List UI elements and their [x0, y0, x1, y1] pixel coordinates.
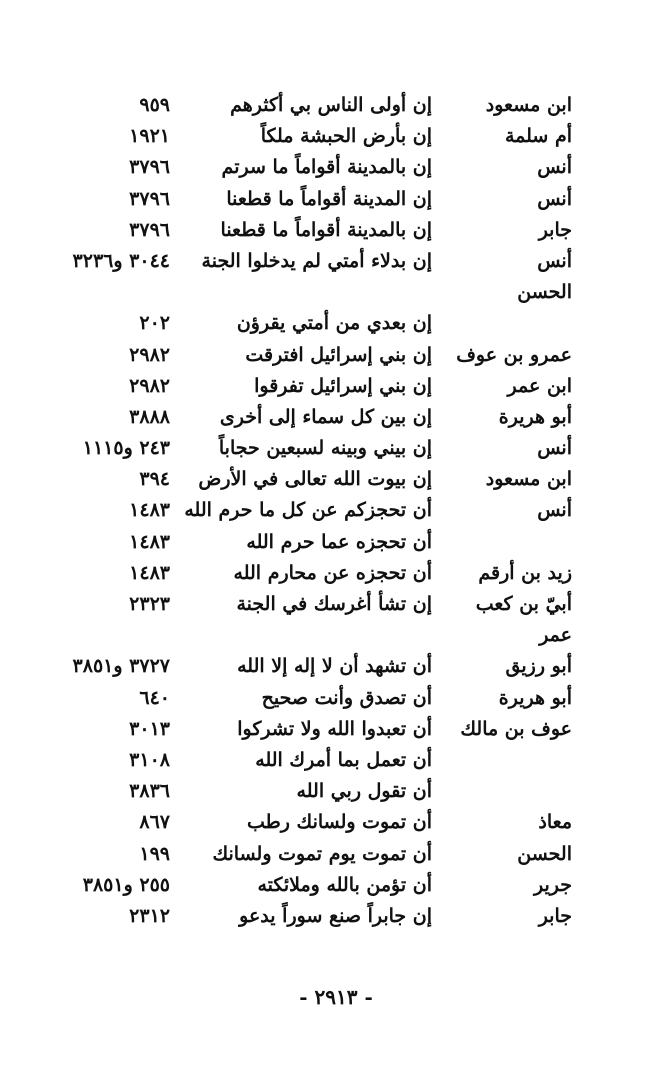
index-row	[0, 184, 672, 215]
hadith-reference-number: ٣٧٩٦	[129, 156, 170, 179]
narrator-name: أنس	[537, 187, 572, 210]
hadith-reference-number: ٣٨٣٦	[129, 780, 170, 803]
hadith-incipit: أن تعمل بما أمرك الله	[255, 748, 432, 771]
hadith-incipit: أن تموت ولسانك رطب	[246, 811, 432, 834]
hadith-incipit: إن أولى الناس بي أكثرهم	[230, 94, 432, 116]
index-row	[0, 807, 672, 838]
index-row	[0, 121, 672, 152]
index-row	[0, 620, 672, 651]
index-row	[0, 308, 672, 339]
hadith-reference-number: ٣٧٩٦	[129, 187, 170, 210]
hadith-reference-number: ١٤٨٣	[129, 530, 170, 553]
hadith-reference-number: ٢٤٣ و١١١٥	[82, 437, 170, 460]
hadith-incipit: إن بدلاء أمتي لم يدخلوا الجنة	[201, 249, 432, 272]
hadith-reference-number: ١٤٨٣	[129, 499, 170, 522]
hadith-reference-number: ٢٣١٢	[129, 904, 170, 927]
index-row	[0, 745, 672, 776]
index-row	[0, 464, 672, 495]
hadith-reference-number: ٣١٠٨	[129, 748, 170, 771]
hadith-reference-number: ١٩٩	[139, 842, 170, 865]
narrator-name: جرير	[534, 873, 572, 896]
index-row	[0, 433, 672, 464]
index-row	[0, 901, 672, 932]
hadith-reference-number: ٢٣٢٣	[129, 593, 170, 615]
hadith-incipit: إن جابراً صنع سوراً يدعو	[239, 904, 432, 927]
hadith-reference-number: ٣٩٤	[139, 468, 170, 491]
hadith-incipit: أن تشهد أن لا إله إلا الله	[237, 655, 432, 678]
index-row	[0, 714, 672, 745]
narrator-name: أبو هريرة	[498, 686, 572, 709]
hadith-incipit: إن بين كل سماء إلى أخرى	[219, 405, 432, 428]
hadith-incipit: إن بني إسرائيل افترقت	[245, 343, 432, 366]
narrator-name: أنس	[537, 437, 572, 460]
hadith-reference-number: ٩٥٩	[139, 94, 170, 116]
hadith-reference-number: ٣٨٨٨	[129, 405, 170, 428]
index-row	[0, 683, 672, 714]
hadith-incipit: أن تصدق وأنت صحيح	[261, 686, 432, 709]
hadith-reference-number: ٢٩٨٢	[129, 374, 170, 397]
hadith-reference-number: ٣٠١٣	[129, 717, 170, 740]
narrator-name: أبيّ بن كعب	[475, 593, 572, 615]
index-row	[0, 651, 672, 682]
hadith-incipit: إن بأرض الحبشة ملكاً	[260, 125, 432, 148]
hadith-incipit: إن تشأ أغرسك في الجنة	[236, 593, 432, 615]
hadith-incipit: أن تقول ربي الله	[296, 780, 432, 803]
hadith-incipit: إن بالمدينة أقواماً ما قطعنا	[220, 218, 432, 241]
hadith-reference-number: ١٩٢١	[129, 125, 170, 148]
index-row	[0, 402, 672, 433]
index-row	[0, 839, 672, 870]
hadith-reference-number: ٨٦٧	[139, 811, 170, 834]
hadith-reference-number: ٣٧٩٦	[129, 218, 170, 241]
index-row	[0, 90, 672, 121]
index-row	[0, 371, 672, 402]
narrator-name: أبو رزيق	[505, 655, 572, 678]
index-row	[0, 277, 672, 308]
narrator-name: جابر	[538, 904, 572, 927]
hadith-incipit: إن المدينة أقواماً ما قطعنا	[226, 187, 432, 210]
narrator-name: ابن مسعود	[485, 468, 572, 491]
hadith-reference-number: ٢٩٨٢	[129, 343, 170, 366]
narrator-name: الحسن	[517, 842, 572, 865]
index-row	[0, 246, 672, 277]
narrator-name: معاذ	[538, 811, 572, 834]
narrator-name: عمرو بن عوف	[456, 343, 572, 366]
index-row	[0, 527, 672, 558]
index-row	[0, 589, 672, 620]
narrator-name: ابن عمر	[507, 374, 572, 397]
hadith-reference-number: ٣٧٢٧ و٣٨٥١	[72, 655, 170, 678]
narrator-name: عوف بن مالك	[460, 717, 572, 740]
hadith-incipit: أن تحجزه عن محارم الله	[233, 561, 432, 584]
narrator-name: أم سلمة	[504, 125, 572, 148]
narrator-name: أنس	[537, 156, 572, 179]
index-row	[0, 215, 672, 246]
hadith-reference-number: ٢٥٥ و٣٨٥١	[82, 873, 170, 896]
hadith-reference-number: ٦٤٠	[139, 686, 170, 709]
index-row	[0, 340, 672, 371]
hadith-incipit: إن بيوت الله تعالى في الأرض	[198, 468, 432, 491]
index-row	[0, 558, 672, 589]
narrator-name: عمر	[539, 624, 572, 647]
hadith-incipit: أن تعبدوا الله ولا تشركوا	[237, 717, 432, 740]
index-row	[0, 495, 672, 526]
hadith-incipit: إن بني إسرائيل تفرقوا	[254, 374, 432, 397]
hadith-incipit: أن تحجزه عما حرم الله	[246, 530, 432, 553]
narrator-name: أنس	[537, 499, 572, 522]
index-row	[0, 776, 672, 807]
hadith-incipit: أن تموت يوم تموت ولسانك	[212, 842, 432, 865]
hadith-incipit: أن تحجزكم عن كل ما حرم الله	[184, 499, 432, 522]
hadith-incipit: أن تؤمن بالله وملائكته	[257, 873, 432, 896]
narrator-name: جابر	[538, 218, 572, 241]
index-row	[0, 152, 672, 183]
hadith-reference-number: ٢٠٢	[139, 312, 170, 335]
narrator-name: الحسن	[517, 281, 572, 304]
hadith-reference-number: ١٤٨٣	[129, 561, 170, 584]
page-number: - ٢٩١٣ -	[299, 985, 373, 1009]
narrator-name: زيد بن أرقم	[478, 561, 572, 584]
narrator-name: ابن مسعود	[485, 94, 572, 116]
narrator-name: أبو هريرة	[498, 405, 572, 428]
hadith-incipit: إن بيني وبينه لسبعين حجاباً	[218, 437, 432, 460]
hadith-incipit: إن بالمدينة أقواماً ما سرتم	[221, 156, 432, 179]
narrator-name: أنس	[537, 249, 572, 272]
index-row	[0, 870, 672, 901]
hadith-index-list	[0, 90, 672, 932]
hadith-reference-number: ٣٠٤٤ و٣٢٣٦	[72, 249, 170, 272]
hadith-incipit: إن بعدي من أمتي يقرؤن	[236, 312, 432, 335]
